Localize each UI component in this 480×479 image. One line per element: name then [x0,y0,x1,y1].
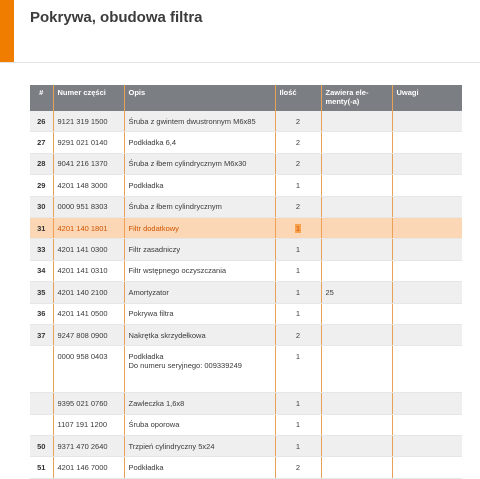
row-notes [392,217,462,238]
row-quantity: 1 [275,346,321,393]
row-notes [392,393,462,414]
row-notes [392,436,462,457]
row-contains [321,393,392,414]
row-notes [392,260,462,281]
row-part-number: 4201 140 1801 [53,217,124,238]
row-description: Śruba z łbem cylindrycznym [124,196,275,217]
table-row[interactable] [30,239,462,260]
header-description: Opis [124,85,275,111]
table-row-highlighted[interactable] [30,217,462,238]
row-notes [392,132,462,153]
table-row[interactable] [30,260,462,281]
row-contains [321,303,392,324]
row-description: Filtr wstępnego oczyszczania [124,260,275,281]
row-quantity: 1 [275,303,321,324]
row-description: Zawleczka 1,6x8 [124,393,275,414]
row-part-number: 4201 148 3000 [53,175,124,196]
row-description: Śruba z łbem cylindrycznym M6x30 [124,153,275,174]
row-description: Nakrętka skrzydełkowa [124,324,275,345]
row-description: Śruba oporowa [124,414,275,435]
row-contains [321,153,392,174]
row-num: 36 [30,303,53,324]
table-row[interactable] [30,393,462,414]
row-contains [321,260,392,281]
row-contains [321,111,392,132]
row-part-number: 0000 958 0403 [53,346,124,393]
row-num [30,393,53,414]
row-part-number: 9121 319 1500 [53,111,124,132]
row-contains [321,239,392,260]
row-quantity: 1 [275,175,321,196]
table-row[interactable] [30,414,462,435]
row-part-number: 9395 021 0760 [53,393,124,414]
row-num: 28 [30,153,53,174]
row-num: 27 [30,132,53,153]
header-num: # [30,85,53,111]
row-notes [392,282,462,303]
page-title: Pokrywa, obudowa filtra [30,9,203,26]
row-quantity: 1 [275,239,321,260]
row-num: 26 [30,111,53,132]
table-row[interactable] [30,111,462,132]
row-contains [321,457,392,478]
row-notes [392,196,462,217]
row-part-number: 4201 141 0500 [53,303,124,324]
row-description: Filtr dodatkowy [124,217,275,238]
table-row[interactable] [30,175,462,196]
row-quantity: 1 [275,436,321,457]
row-quantity: 1 [275,282,321,303]
row-part-number: 4201 141 0300 [53,239,124,260]
row-part-number: 9291 021 0140 [53,132,124,153]
row-part-number: 0000 951 8303 [53,196,124,217]
row-num: 34 [30,260,53,281]
row-num [30,346,53,393]
row-num: 37 [30,324,53,345]
table-row[interactable] [30,132,462,153]
row-num: 30 [30,196,53,217]
row-quantity: 1 [275,393,321,414]
table-row[interactable] [30,324,462,345]
row-description: Podkładka [124,457,275,478]
header-notes: Uwagi [392,85,462,111]
row-quantity: 2 [275,324,321,345]
row-description [124,346,275,393]
row-quantity: 2 [275,196,321,217]
row-notes [392,239,462,260]
row-description: Amortyzator [124,282,275,303]
row-quantity: 2 [275,111,321,132]
row-quantity-value: 1 [295,223,301,233]
row-contains [321,196,392,217]
row-contains [321,324,392,345]
row-num: 51 [30,457,53,478]
row-num [30,414,53,435]
row-contains: 25 [321,282,392,303]
row-description: Podkładka 6,4 [124,132,275,153]
table-row[interactable] [30,303,462,324]
table-row[interactable] [30,346,462,393]
row-description: Pokrywa filtra [124,303,275,324]
parts-table [30,85,462,479]
row-notes [392,303,462,324]
table-row[interactable] [30,457,462,478]
row-part-number: 4201 140 2100 [53,282,124,303]
table-header-row [30,85,462,111]
orange-accent-bar [0,0,14,62]
table-row[interactable] [30,436,462,457]
header-quantity: Ilość [275,85,321,111]
row-notes [392,111,462,132]
row-num: 50 [30,436,53,457]
row-contains [321,346,392,393]
row-quantity: 1 [275,260,321,281]
row-notes [392,414,462,435]
row-quantity: 2 [275,132,321,153]
row-part-number: 4201 141 0310 [53,260,124,281]
title-divider [0,62,480,63]
table-row[interactable] [30,196,462,217]
row-quantity: 1 [275,414,321,435]
row-notes [392,457,462,478]
row-notes [392,346,462,393]
row-part-number: 4201 146 7000 [53,457,124,478]
row-contains [321,132,392,153]
row-notes [392,153,462,174]
row-contains [321,414,392,435]
header-contains: Zawiera ele-menty(-a) [321,85,392,111]
row-notes [392,324,462,345]
row-description: Podkładka [124,175,275,196]
table-row[interactable] [30,282,462,303]
row-num: 29 [30,175,53,196]
row-description-main: Podkładka [128,352,164,362]
header-part-number: Numer części [53,85,124,111]
row-contains [321,217,392,238]
row-quantity [275,217,321,238]
row-num: 31 [30,217,53,238]
row-contains [321,436,392,457]
row-part-number: 9041 216 1370 [53,153,124,174]
row-description: Śruba z gwintem dwustronnym M6x85 [124,111,275,132]
row-description-note: Do numeru seryjnego: 009339249 [128,361,242,371]
row-num: 35 [30,282,53,303]
row-description: Trzpień cylindryczny 5x24 [124,436,275,457]
row-notes [392,175,462,196]
row-part-number: 1107 191 1200 [53,414,124,435]
row-part-number: 9247 808 0900 [53,324,124,345]
row-quantity: 2 [275,153,321,174]
row-contains [321,175,392,196]
table-row[interactable] [30,153,462,174]
row-description: Filtr zasadniczy [124,239,275,260]
row-num: 33 [30,239,53,260]
row-part-number: 9371 470 2640 [53,436,124,457]
row-quantity: 2 [275,457,321,478]
